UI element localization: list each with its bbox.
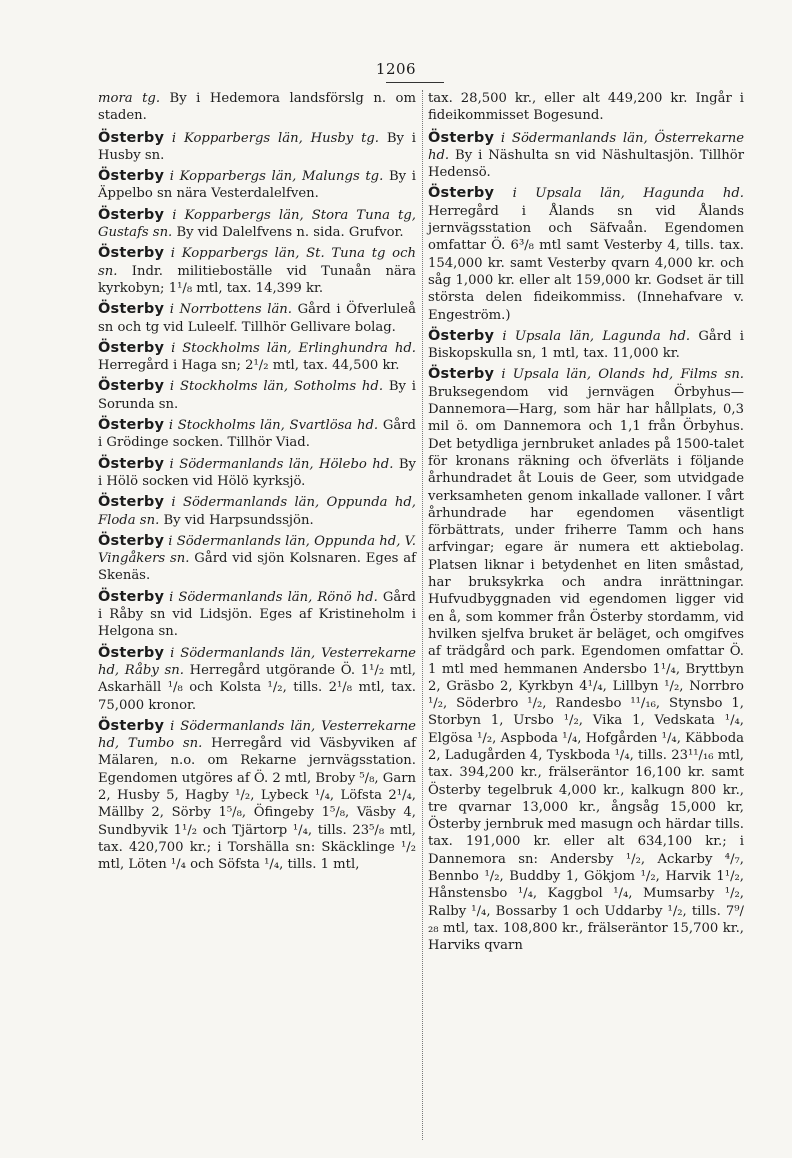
entry-location: i Stockholms län, Svartlösa hd. (164, 418, 379, 434)
entry-location: i Stockholms län, Erlinghundra hd. (164, 340, 416, 356)
entry-headword: Österby (428, 366, 495, 383)
entry-location: i Kopparbergs län, Husby tg. (164, 130, 379, 146)
entry (98, 378, 416, 413)
entry (98, 417, 416, 452)
entry (98, 130, 416, 165)
entry (98, 340, 416, 375)
entry-headword: Österby (98, 417, 165, 434)
entry-location: i Norrbottens län. (164, 302, 292, 318)
entry-headword: Österby (98, 168, 165, 185)
entry (98, 589, 416, 641)
entry-text: Gård i Råby sn vid Lidsjön. Eges af Kristineholm i Helgona sn. (98, 589, 416, 640)
entry-text: By vid Dalelfvens n. sida. Grufvor. (172, 225, 404, 241)
entry (428, 90, 744, 125)
entry-location: i Kopparbergs län, Malungs tg. (164, 169, 384, 185)
entry-location: i Upsala län, Olands hd, Films sn. (494, 367, 744, 383)
entry-text: By i Hedemora landsförslg n. om staden. (98, 91, 416, 124)
entry (98, 168, 416, 203)
entry-location: i Kopparbergs län, St. Tuna tg och sn. (98, 246, 416, 279)
entry (98, 207, 416, 242)
entry (428, 185, 744, 323)
entry (98, 90, 416, 125)
entry (428, 328, 744, 363)
entry-headword: Österby (98, 245, 165, 262)
entry (98, 645, 416, 714)
entry-text: Herregård i Haga sn; 2¹/₂ mtl, tax. 44,500 kr. (98, 358, 400, 374)
entry-text: By i Husby sn. (98, 130, 416, 163)
entry-text: By vid Harpsundssjön. (159, 512, 314, 528)
entry (98, 533, 416, 585)
entry-headword: Österby (98, 455, 165, 472)
entry-text: By i Sorunda sn. (98, 379, 417, 412)
entry-text: Gård i Biskopskulla sn, 1 mtl, tax. 11,000 kr. (428, 328, 744, 362)
entry-headword: Österby (98, 301, 165, 318)
entry-headword: Österby (98, 532, 165, 549)
entry-headword: Österby (428, 327, 495, 344)
column-divider (422, 90, 423, 1140)
entry-text: tax. 28,500 kr., eller alt 449,200 kr. Ingår i fideikommisset Bogesund. (428, 91, 744, 124)
entry-headword: Österby (98, 339, 165, 356)
header-rule (386, 82, 444, 83)
entry (98, 456, 416, 491)
entry-headword: Österby (98, 644, 165, 661)
page-number: 1206 (375, 60, 417, 78)
entry-headword: Österby (98, 494, 165, 511)
entry-text: By i Äppelbo sn nära Vesterdalelfven. (98, 169, 416, 202)
entry-headword: Österby (428, 185, 495, 202)
left-column (98, 90, 416, 877)
entry (98, 494, 416, 529)
entry-text: Bruksegendom vid jernvägen Örbyhus—Dannemora—Harg, som här har hållplats, 0,3 mil ö. om Dannemora och 1,1 från Örbyhus. Det betydliga jernbruket anlades på 1500-talet för kronans räkning och öfverläts i följande århundradet åt Louis de Geer, som utvidgade verksamheten genom inkallade valloner. I vårt århundrade har egendomen väsentligt förbättrats, under friherre Tamm och hans arfvingar; egare är numera ett aktiebolag. Platsen liknar i betydenhet en liten småstad, har bruksykrka och andra inrättningar. Hufvudbyggnaden vid egendomen ligger vid en å, som kommer från Österby stordamm, vid hvilken sjelfva bruket är beläget, och omgifves af trädgård och park. Egendomen omfattar Ö. 1 mtl med hemmanen Andersbo 1¹/₄, Bryttbyn 2, Gräsbo 2, Kyrkbyn 4¹/₄, Lillbyn ¹/₂, Norrbro ¹/₂, Söderbro ¹/₂, Randesbo ¹¹/₁₆, Stynsbo 1, Storbyn 1, Ursbo ¹/₂, Vika 1, Vedskata ¹/₄, Elgösa ¹/₂, Aspboda ¹/₄, Hofgården ¹/₄, Käbboda 2, Ladugården 4, Tyskboda ¹/₄, tills. 23¹¹/₁₆ mtl, tax. 394,200 kr., frälseräntor 16,100 kr. samt Österby tegelbruk 4,000 kr., kalkugn 800 kr., tre qvarnar 13,000 kr., ångsåg 15,000 kr, Österby jernbruk med masugn och härdar tills. tax. 191,000 kr. eller alt 634,100 kr.; i Dannemora sn: Andersby ¹/₂, Ackarby ⁴/₇, Bennbo ¹/₂, Buddby 1, Gökjom ¹/₂, Harvik 1¹/₂, Hånstensbo ¹/₄, Kaggbol ¹/₄, Mumsarby ¹/₂, Ralby ¹/₄, Bossarby 1 och Uddarby ¹/₂, tills. 7⁹/₂₈ mtl, tax. 108,800 kr., frälseräntor 15,700 kr., Harviks qvarn (428, 384, 744, 954)
entry (98, 245, 416, 297)
entry-location: mora tg. (98, 91, 161, 106)
entry-text: Indr. militieboställe vid Tunaån nära kyrkobyn; 1¹/₈ mtl, tax. 14,399 kr. (98, 263, 416, 296)
entry-text: By i Hölö socken vid Hölö kyrksjö. (98, 456, 416, 489)
entry-text: Herregård i Ålands sn vid Ålands jernvägsstation och Säfvaån. Egendomen omfattar Ö. 6³/₈ mtl samt Vesterby 4, tills. tax. 154,000 kr. samt Vesterby qvarn 4,000 kr. och såg 1,000 kr. eller alt 159,000 kr. Godset är till största delen fideikommiss. (Innehafvare v. Engeström.) (428, 203, 744, 323)
entry-text: Herregård vid Väsbyviken af Mälaren, n.o. om Rekarne jernvägsstation. Egendomen utgöres af Ö. 2 mtl, Broby ⁵/₈, Garn 2, Husby 5, Hagby ¹/₂, Lybeck ¹/₄, Löfsta 2¹/₄, Mällby 2, Sörby 1⁵/₈, Öfingeby 1⁵/₈, Väsby 4, Sundbyvik 1¹/₂ och Tjärtorp ¹/₄, tills. 23⁵/₈ mtl, tax. 420,700 kr.; i Torshälla sn: Skäcklinge ¹/₂ mtl, Löten ¹/₄ och Söfsta ¹/₄, tills. 1 mtl, (98, 736, 417, 873)
entry-headword: Österby (98, 717, 165, 734)
entry-headword: Österby (98, 206, 165, 223)
entry (428, 366, 744, 954)
entry-location: i Upsala län, Hagunda hd. (494, 186, 744, 202)
entry-location: i Södermanlands län, Vesterrekarne hd, Råby sn. (98, 645, 416, 678)
entry-location: i Upsala län, Lagunda hd. (494, 328, 691, 344)
entry-text: Gård i Öfverluleå sn och tg vid Luleelf. Tillhör Gellivare bolag. (98, 302, 416, 335)
entry-text: Gård vid sjön Kolsnaren. Eges af Skenäs. (98, 551, 416, 584)
entry-location: i Stockholms län, Sotholms hd. (164, 379, 384, 395)
entry-text: Gård i Grödinge socken. Tillhör Viad. (98, 418, 416, 451)
entry-location: i Södermanlands län, Hölebo hd. (164, 456, 394, 472)
entry-location: i Södermanlands län, Oppunda hd, V. Vingåkers sn. (98, 533, 416, 567)
entry-location: i Södermanlands län, Österrekarne hd. (428, 130, 744, 163)
entry-headword: Österby (428, 129, 495, 146)
entry-headword: Österby (98, 378, 165, 395)
entry-text: Herregård utgörande Ö. 1¹/₂ mtl, Askarhäll ¹/₈ och Kolsta ¹/₂, tills. 2¹/₈ mtl, tax. 75,000 kronor. (98, 662, 416, 713)
entry-headword: Österby (98, 129, 165, 146)
right-column (428, 90, 744, 959)
entry-location: i Södermanlands län, Rönö hd. (164, 589, 378, 605)
entry-text: By i Näshulta sn vid Näshultasjön. Tillhör Hedensö. (428, 147, 744, 181)
entry-headword: Österby (98, 588, 165, 605)
entry-location: i Södermanlands län, Oppunda hd, Floda sn. (98, 495, 416, 528)
entry-location: i Kopparbergs län, Stora Tuna tg, Gustafs sn. (98, 207, 416, 241)
entry (428, 130, 744, 182)
entry (98, 301, 416, 336)
entry-location: i Södermanlands län, Vesterrekarne hd, Tumbo sn. (98, 718, 416, 752)
entry (98, 718, 416, 874)
